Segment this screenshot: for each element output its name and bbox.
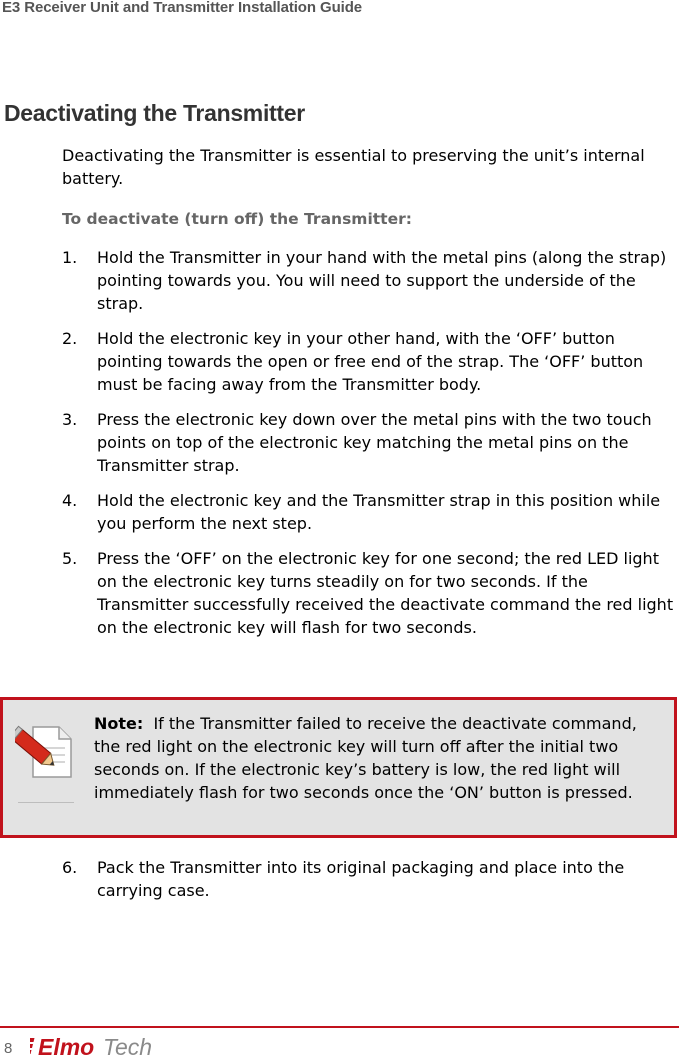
- footer-rule: [0, 1026, 679, 1028]
- step-item: [62, 856, 677, 902]
- step-text: Pack the Transmitter into its original packaging and place into the carrying case.: [97, 858, 625, 900]
- page-number: 8: [4, 1040, 13, 1057]
- steps-list: [62, 246, 677, 651]
- step-number: 6.: [62, 858, 78, 877]
- step-number: 5.: [62, 549, 78, 568]
- pencil-note-icon: [15, 722, 75, 782]
- note-icon-divider: [18, 802, 74, 803]
- svg-text:Elmo: Elmo: [38, 1034, 95, 1060]
- running-header: E3 Receiver Unit and Transmitter Installation Guide: [2, 0, 362, 16]
- step-text: Press the ‘OFF’ on the electronic key for one second; the red LED light on the electronic key turns steadily on for two seconds. If the Transmitter successfully received the deactivate command the red light on the electronic key will flash for two seconds.: [97, 549, 674, 637]
- svg-text:Tech: Tech: [103, 1034, 153, 1060]
- step-item: [62, 489, 677, 535]
- step-item: [62, 327, 677, 396]
- elmotech-logo: [30, 1032, 175, 1060]
- step-item: [62, 408, 677, 477]
- step-text: Hold the Transmitter in your hand with the metal pins (along the strap) pointing towards you. You will need to support the underside of the strap.: [97, 248, 667, 313]
- step-number: 1.: [62, 248, 78, 267]
- procedure-heading: To deactivate (turn off) the Transmitter:: [62, 210, 412, 228]
- step-text: Press the electronic key down over the metal pins with the two touch points on top of the electronic key matching the metal pins on the Transmitter strap.: [97, 410, 652, 475]
- step-item: [62, 547, 677, 639]
- step-number: 4.: [62, 491, 78, 510]
- note-label: Note:: [94, 714, 144, 733]
- step-item: [62, 246, 677, 315]
- step-number: 2.: [62, 329, 78, 348]
- step-text: Hold the electronic key in your other hand, with the ‘OFF’ button pointing towards the open or free end of the strap. The ‘OFF’ button must be facing away from the Transmitter body.: [97, 329, 644, 394]
- step-number: 3.: [62, 410, 78, 429]
- steps-list-continued: [62, 856, 677, 914]
- step-text: Hold the electronic key and the Transmitter strap in this position while you perform the next step.: [97, 491, 661, 533]
- note-text: [94, 712, 654, 804]
- intro-paragraph: Deactivating the Transmitter is essential to preserving the unit’s internal battery.: [62, 146, 645, 188]
- note-body: If the Transmitter failed to receive the deactivate command, the red light on the electronic key will turn off after the initial two seconds on. If the electronic key’s battery is low, the red light will immediately flash for two seconds once the ‘ON’ button is pressed.: [94, 714, 637, 802]
- section-title: Deactivating the Transmitter: [4, 100, 305, 126]
- note-box: [0, 697, 677, 838]
